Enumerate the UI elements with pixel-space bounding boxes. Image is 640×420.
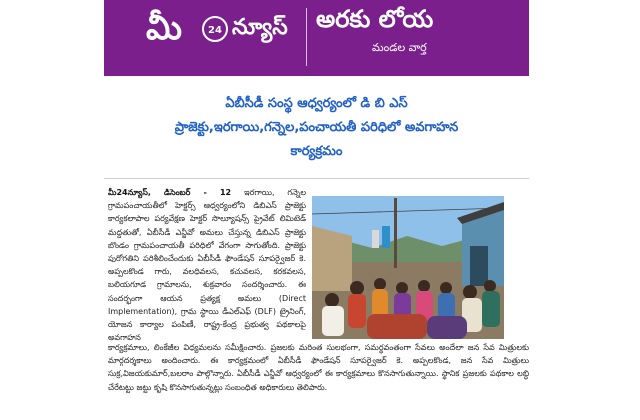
article-body-full: కార్యక్రమాలు, లింకేజీల విధ్యమలను సమీక్షించారు. ప్రజలకు మరింత సులభంగా, సమర్థవంతంగా సేవలు అందేలా జన సేవ మిత్రులకు మార్గదర్శకాలు అందించారు. ఈ కార్యక్రమంలో ఏబీసీడీ ఫౌండేషన్ సూపర్వైజర్ కె. అప్పలకొండ, జన సేవ మిత్రులు సుక్ర,విజయకుమార్,బలరాం పాల్గొన్నారు. ఏబీసీడీ ఎన్జీవో ఆధ్వర్యంలో ఈ కార్యక్రమాలు కొనసాగుతున్నాయి. స్థానిక ప్రజలకు పథకాల లబ్ధి చేరేటట్టు జట్టు కృషి కొనసాగుతున్నట్లు సంబంధిత అధికారులు తెలిపారు. [108,343,529,392]
village-meeting-photo [312,196,504,339]
article-body-column [108,186,306,344]
masthead [104,0,529,76]
divider [104,178,529,179]
news-photo [312,196,504,339]
logo-news-text: న్యూస్ [232,15,288,40]
article-text-column: ఇరగాయి, గన్నెల గ్రామపంచాయతీలో హెక్టర్స్ ఆధ్వర్యంలోని డిబిఎస్ ప్రాజెక్టు కార్యకలాపాల పర్యవేక్షణ హెక్టర్ సొల్యూషన్స్ ప్రైవేట్ లిమిటెడ్ మద్దతుతో, ఏబీసీడీ ఎన్జీవో అమలు చేస్తున్న డిబిఎస్ ప్రాజెక్టు బొండం గ్రామపంచాయతీ పరిధిలో వేగంగా సాగుతోంది. ప్రాజెక్టు పురోగతిని పరిశీలించేందుకు ఏబీసీడీ ఫౌండేషన్ సూపర్వైజర్ కె. అప్పలకొండ గారు, వలధివలస, కచువలస, కరకవలస, బలియగూడ గ్రామాలను, శుక్రవారం సందర్శించారు. ఈ సందర్భంగా ఆయన ప్రత్యక్ష అమలు (Direct Implementation), గ్రామ స్థాయి డీఎల్ఎఫ్ (DLF) ట్రైనింగ్, యోజన కార్యాల పంపిణీ, రాష్ట్ర-కేంద్ర ప్రభుత్వ పథకాలపై అవగాహన [108,188,307,343]
masthead-divider [306,8,307,66]
logo-mee-text: మీ [146,8,182,48]
region-subtitle: మండల వార్త [372,41,427,54]
headline-line: కార్యక్రమం [290,144,343,159]
newspaper-clipping [104,0,529,420]
region-title: అరకు లోయ [316,5,434,33]
article-headline [104,92,529,164]
clock-icon: 24 [202,16,228,42]
dateline: మీ24న్యూస్, డిసెంబర్ - 12 [108,188,232,197]
headline-line: ఏబీసీడీ సంస్థ ఆధ్వర్యంలో డి బి ఎస్ [225,96,408,111]
headline-line: ప్రాజెక్టు,ఇరగాయి,గన్నెల,పంచాయతీ పరిధిలో అవగాహన [174,120,459,135]
brand-logo [140,2,305,62]
